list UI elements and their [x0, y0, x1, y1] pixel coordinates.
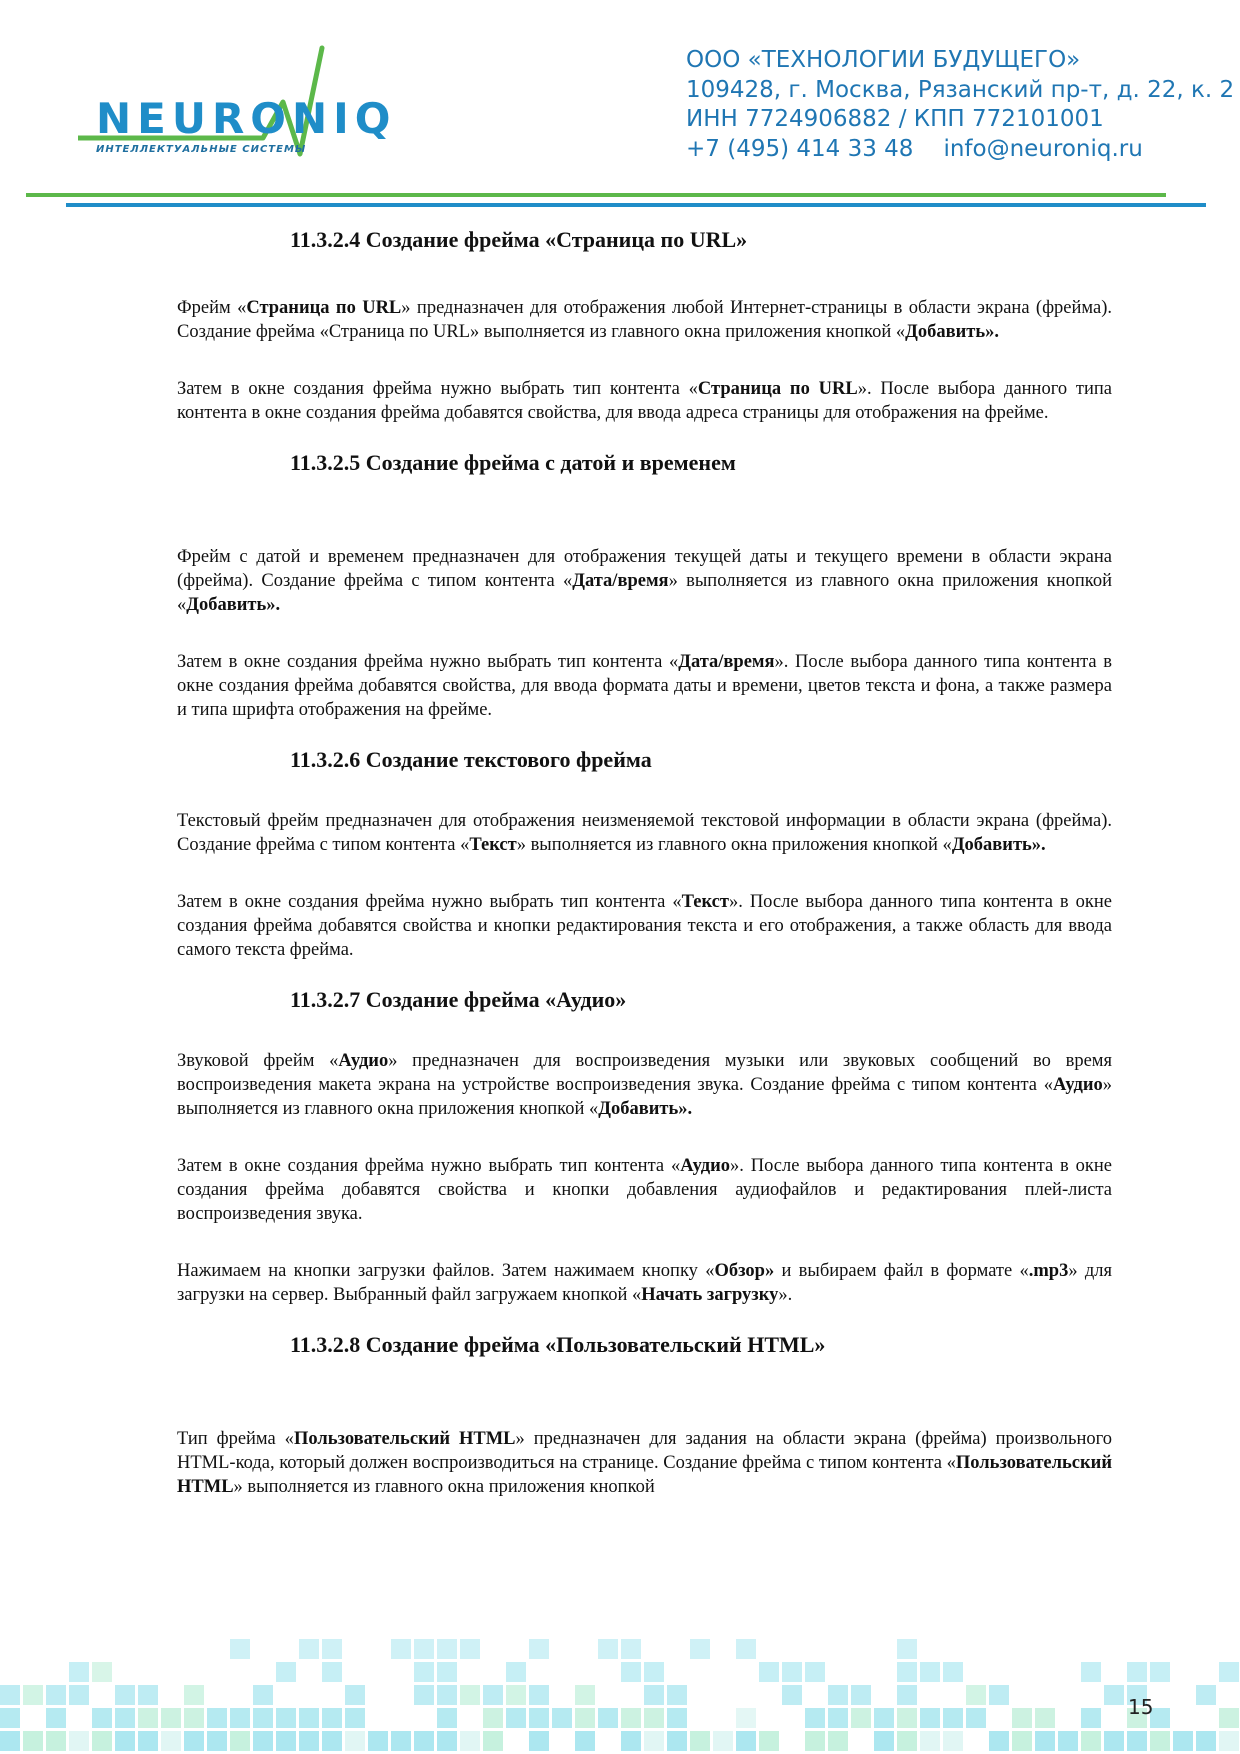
pattern-tile [1012, 1708, 1032, 1728]
pattern-tile [575, 1731, 595, 1751]
pattern-tile [805, 1731, 825, 1751]
pattern-tile [598, 1639, 618, 1659]
pattern-tile [667, 1685, 687, 1705]
company-name: ООО «ТЕХНОЛОГИИ БУДУЩЕГО» [686, 47, 1081, 73]
paragraph: Затем в окне создания фрейма нужно выбрать тип контента «Текст». После выбора данного типа контента в окне создания фрейма добавятся свойства и кнопки редактирования текста и его отображения, а также область для ввода самого текста фрейма. [177, 892, 1112, 960]
pattern-tile [391, 1731, 411, 1751]
company-inn-kpp: ИНН 7724906882 / КПП 772101001 [686, 106, 1104, 132]
pattern-tile [506, 1662, 526, 1682]
pattern-tile [460, 1639, 480, 1659]
pattern-tile [345, 1731, 365, 1751]
paragraph: Затем в окне создания фрейма нужно выбрать тип контента «Аудио». После выбора данного типа контента в окне создания фрейма добавятся свойства и кнопки добавления аудиофайлов и редактирования плей-листа воспроизведения звука. [177, 1156, 1112, 1224]
pattern-tile [299, 1731, 319, 1751]
pattern-tile [690, 1639, 710, 1659]
pattern-tile [897, 1708, 917, 1728]
pattern-tile [506, 1685, 526, 1705]
pattern-tile [621, 1731, 641, 1751]
pattern-tile [1035, 1731, 1055, 1751]
pattern-tile [966, 1685, 986, 1705]
pattern-tile [299, 1708, 319, 1728]
pattern-tile [230, 1731, 250, 1751]
pattern-tile [736, 1731, 756, 1751]
pattern-tile [230, 1708, 250, 1728]
pattern-tile [874, 1731, 894, 1751]
page-header [0, 0, 1240, 215]
pattern-tile [575, 1708, 595, 1728]
pattern-tile [759, 1731, 779, 1751]
pattern-tile [115, 1685, 135, 1705]
pattern-tile [276, 1731, 296, 1751]
pattern-tile [897, 1731, 917, 1751]
pattern-tile [0, 1708, 20, 1728]
pattern-tile [23, 1731, 43, 1751]
pattern-tile [667, 1708, 687, 1728]
pattern-tile [1081, 1708, 1101, 1728]
company-contacts [686, 135, 1234, 165]
pattern-tile [621, 1708, 641, 1728]
pattern-tile [414, 1731, 434, 1751]
pattern-tile [989, 1731, 1009, 1751]
pattern-tile [782, 1662, 802, 1682]
pattern-tile [897, 1685, 917, 1705]
pattern-tile [1219, 1662, 1239, 1682]
pattern-tile [529, 1708, 549, 1728]
pattern-tile [184, 1708, 204, 1728]
pattern-tile [0, 1685, 20, 1705]
pattern-tile [69, 1685, 89, 1705]
pattern-tile [736, 1639, 756, 1659]
page-number: 15 [1128, 1695, 1154, 1719]
pattern-tile [759, 1662, 779, 1682]
paragraph: Звуковой фрейм «Аудио» предназначен для воспроизведения музыки или звуковых сообщений во время воспроизведения макета экрана на устройстве воспроизведения звука. Создание фрейма с типом контента «Аудио» выполняется из главного окна приложения кнопкой «Добавить». [177, 1051, 1112, 1119]
pattern-tile [253, 1685, 273, 1705]
pattern-tile [460, 1731, 480, 1751]
pattern-tile [322, 1708, 342, 1728]
section-heading: 11.3.2.5 Создание фрейма с датой и временем [290, 450, 736, 475]
pattern-tile [920, 1708, 940, 1728]
pattern-tile [1058, 1731, 1078, 1751]
pattern-tile [69, 1662, 89, 1682]
pattern-tile [805, 1662, 825, 1682]
pattern-tile [621, 1662, 641, 1682]
pattern-tile [69, 1731, 89, 1751]
section-heading: 11.3.2.8 Создание фрейма «Пользовательский HTML» [290, 1332, 826, 1357]
document-body [177, 222, 1112, 1499]
pattern-tile [621, 1639, 641, 1659]
footer-pattern [0, 1630, 1240, 1754]
pattern-tile [138, 1731, 158, 1751]
company-phone: +7 (495) 414 33 48 [686, 135, 914, 162]
pattern-tile [23, 1685, 43, 1705]
pattern-tile [529, 1639, 549, 1659]
pattern-tile [575, 1685, 595, 1705]
pattern-tile [851, 1708, 871, 1728]
pattern-tile [644, 1708, 664, 1728]
pattern-tile [966, 1708, 986, 1728]
pattern-tile [1081, 1662, 1101, 1682]
company-address: 109428, г. Москва, Рязанский пр-т, д. 22, к. 2 [686, 76, 1235, 103]
pattern-tile [828, 1731, 848, 1751]
paragraph: Фрейм с датой и временем предназначен для отображения текущей даты и текущего времени в области экрана (фрейма). Создание фрейма с типом контента «Дата/время» выполняется из главного окна приложения кнопкой «Добавить». [177, 547, 1112, 615]
pattern-tile [874, 1708, 894, 1728]
pattern-tile [667, 1731, 687, 1751]
pattern-tile [437, 1708, 457, 1728]
pattern-tile [644, 1731, 664, 1751]
pattern-tile [253, 1708, 273, 1728]
paragraph: Тип фрейма «Пользовательский HTML» предназначен для задания на области экрана (фрейма) произвольного HTML-кода, который должен воспроизводиться на странице. Создание фрейма с типом контента «Пользовательский HTML» выполняется из главного окна приложения кнопкой [177, 1429, 1112, 1497]
pattern-tile [529, 1685, 549, 1705]
section-heading: 11.3.2.7 Создание фрейма «Аудио» [290, 987, 627, 1012]
pattern-tile [1012, 1731, 1032, 1751]
logo-subtitle: ИНТЕЛЛЕКТУАЛЬНЫЕ СИСТЕМЫ [96, 144, 307, 155]
pattern-tile [460, 1685, 480, 1705]
pattern-tile [483, 1731, 503, 1751]
company-details [686, 46, 1234, 164]
pattern-tile [276, 1662, 296, 1682]
pattern-tile [437, 1662, 457, 1682]
pattern-tile [736, 1708, 756, 1728]
pattern-tile [46, 1708, 66, 1728]
pattern-tile [207, 1731, 227, 1751]
pattern-tile [897, 1662, 917, 1682]
pattern-tile [276, 1708, 296, 1728]
pattern-tile [184, 1685, 204, 1705]
paragraph: Затем в окне создания фрейма нужно выбрать тип контента «Дата/время». После выбора данного типа контента в окне создания фрейма добавятся свойства, для ввода формата даты и времени, цветов текста и фона, а также размера и типа шрифта отображения на фрейме. [177, 652, 1112, 720]
pattern-tile [1173, 1731, 1193, 1751]
paragraph: Фрейм «Страница по URL» предназначен для отображения любой Интернет-страницы в области экрана (фрейма). Создание фрейма «Страница по URL» выполняется из главного окна приложения кнопкой «Добавить». [177, 298, 1113, 342]
pattern-tile [1219, 1708, 1239, 1728]
pattern-tile [1219, 1731, 1239, 1751]
pattern-tile [713, 1731, 733, 1751]
pattern-tile [368, 1731, 388, 1751]
pattern-tile [552, 1708, 572, 1728]
pattern-tile [943, 1708, 963, 1728]
pattern-tile [989, 1685, 1009, 1705]
pattern-tile [690, 1731, 710, 1751]
pattern-tile [1196, 1685, 1216, 1705]
header-divider-blue [66, 203, 1206, 207]
company-logo [78, 44, 418, 164]
pattern-tile [1150, 1662, 1170, 1682]
pattern-tile [0, 1731, 20, 1751]
pattern-tile [1081, 1731, 1101, 1751]
section-heading: 11.3.2.4 Создание фрейма «Страница по URL» [290, 227, 748, 252]
pattern-tile [1104, 1685, 1124, 1705]
pattern-tile [253, 1731, 273, 1751]
pattern-tile [437, 1685, 457, 1705]
pattern-tile [92, 1708, 112, 1728]
company-email[interactable]: info@neuroniq.ru [943, 135, 1143, 162]
paragraph: Текстовый фрейм предназначен для отображения неизменяемой текстовой информации в области экрана (фрейма). Создание фрейма с типом контента «Текст» выполняется из главного окна приложения кнопкой «Добавить». [177, 811, 1112, 855]
pattern-tile [644, 1662, 664, 1682]
pattern-tile [644, 1685, 664, 1705]
pattern-tile [184, 1731, 204, 1751]
pattern-tile [483, 1708, 503, 1728]
pattern-tile [115, 1708, 135, 1728]
pattern-tile [322, 1731, 342, 1751]
pattern-tile [437, 1639, 457, 1659]
pattern-tile [46, 1685, 66, 1705]
pattern-tile [138, 1685, 158, 1705]
pattern-tile [920, 1731, 940, 1751]
pattern-tile [207, 1708, 227, 1728]
pattern-tile [46, 1731, 66, 1751]
pattern-tile [943, 1662, 963, 1682]
pattern-tile [1035, 1708, 1055, 1728]
pattern-tile [1196, 1731, 1216, 1751]
pattern-tile [943, 1731, 963, 1751]
pattern-tile [437, 1731, 457, 1751]
header-divider-green [26, 193, 1166, 197]
pattern-tile [483, 1685, 503, 1705]
pattern-tile [322, 1662, 342, 1682]
pattern-tile [782, 1685, 802, 1705]
pattern-tile [414, 1662, 434, 1682]
pattern-tile [414, 1639, 434, 1659]
pattern-tile [897, 1639, 917, 1659]
pattern-tile [828, 1685, 848, 1705]
pattern-tile [1127, 1662, 1147, 1682]
pattern-tile [322, 1639, 342, 1659]
section-heading: 11.3.2.6 Создание текстового фрейма [290, 747, 652, 772]
paragraph: Нажимаем на кнопки загрузки файлов. Затем нажимаем кнопку «Обзор» и выбираем файл в формате «.mp3» для загрузки на сервер. Выбранный файл загружаем кнопкой «Начать загрузку». [177, 1261, 1113, 1305]
pattern-tile [161, 1708, 181, 1728]
pattern-tile [92, 1731, 112, 1751]
pattern-tile [1127, 1731, 1147, 1751]
pattern-tile [391, 1639, 411, 1659]
pattern-tile [161, 1731, 181, 1751]
pattern-tile [598, 1708, 618, 1728]
pattern-tile [805, 1708, 825, 1728]
pattern-tile [506, 1708, 526, 1728]
pattern-tile [115, 1731, 135, 1751]
pattern-tile [1150, 1731, 1170, 1751]
pattern-tile [851, 1685, 871, 1705]
pattern-tile [529, 1731, 549, 1751]
pattern-tile [138, 1708, 158, 1728]
pattern-tile [299, 1639, 319, 1659]
logo-text: NEURONIQ [96, 94, 397, 143]
pattern-tile [828, 1708, 848, 1728]
paragraph: Затем в окне создания фрейма нужно выбрать тип контента «Страница по URL». После выбора данного типа контента в окне создания фрейма добавятся свойства, для ввода адреса страницы для отображения на фрейме. [177, 379, 1112, 423]
pattern-tile [414, 1685, 434, 1705]
pattern-tile [230, 1639, 250, 1659]
pattern-tile [345, 1708, 365, 1728]
pattern-tile [1104, 1731, 1124, 1751]
pattern-tile [920, 1662, 940, 1682]
pattern-tile [92, 1662, 112, 1682]
pattern-tile [345, 1685, 365, 1705]
